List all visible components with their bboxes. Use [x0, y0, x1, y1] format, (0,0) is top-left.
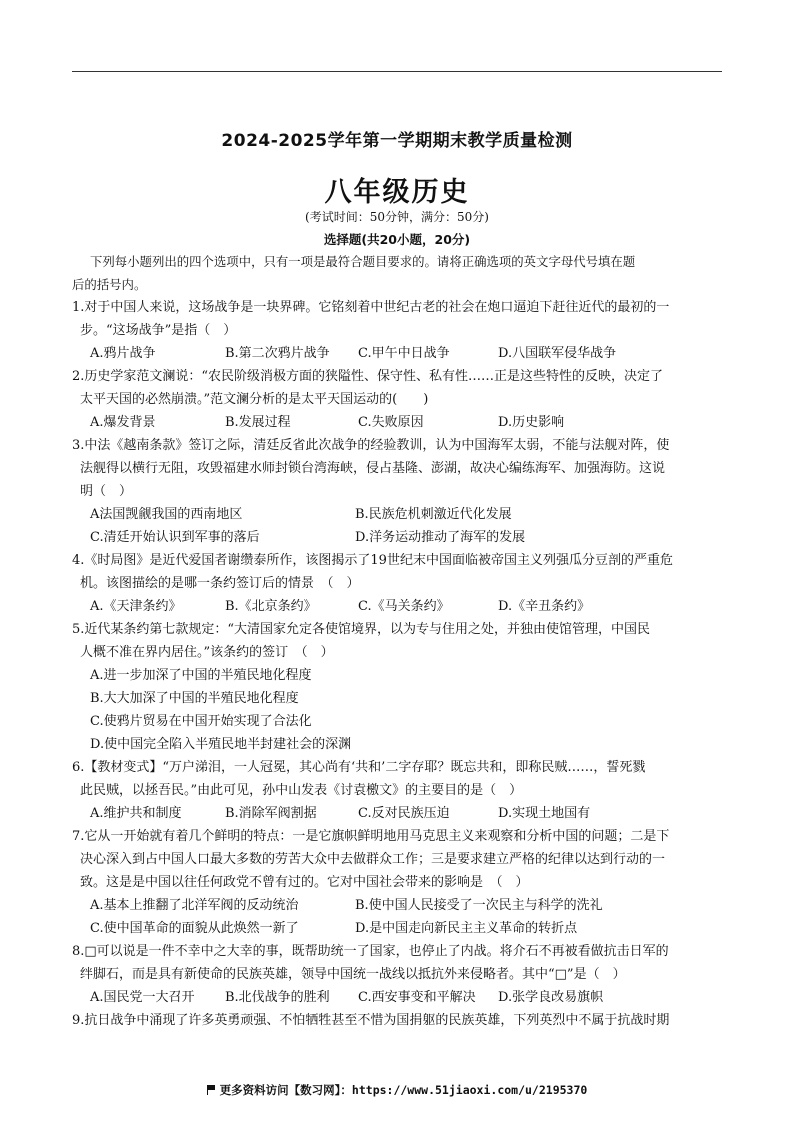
instruction-line: 下列每小题列出的四个选项中，只有一项是最符合题目要求的。请将正确选项的英文字母代号填在题 — [90, 254, 636, 269]
question-text-line: 法舰得以横行无阻，攻毁福建水师封锁台湾海峡，侵占基隆、澎湖，故决心编练海军、加强海防。这说 — [80, 461, 666, 476]
answer-option[interactable]: D.《辛丑条约》 — [498, 599, 591, 614]
option-row — [72, 687, 722, 710]
answer-option[interactable]: D.历史影响 — [498, 415, 565, 430]
question-text-line: 9.抗日战争中涌现了许多英勇顽强、不怕牺牲甚至不惜为国捐躯的民族英雄，下列英烈中不属于抗战时期 — [72, 1013, 670, 1028]
option-row — [72, 894, 722, 917]
answer-option[interactable]: C.失败原因 — [358, 415, 424, 430]
answer-option[interactable]: C.甲午中日战争 — [358, 346, 450, 361]
question-text-line: 决心深入到占中国人口最大多数的劳苦大众中去做群众工作；三是要求建立严格的纪律以达到行动的一 — [80, 852, 666, 867]
footer-link[interactable] — [0, 1082, 794, 1098]
question-4 — [72, 549, 722, 618]
option-row — [72, 986, 722, 1009]
question-text-line: 2.历史学家范文澜说：“农民阶级消极方面的狭隘性、保守性、私有性……正是这些特性的反映，决定了 — [72, 369, 664, 384]
answer-option[interactable]: D.洋务运动推动了海军的发展 — [355, 530, 526, 545]
question-6 — [72, 756, 722, 825]
question-text-line: 8.□可以说是一件不幸中之大幸的事，既帮助统一了国家，也停止了内战。将介石不再被看做抗击日军的 — [72, 944, 669, 959]
question-7 — [72, 825, 722, 940]
answer-option[interactable]: D.八国联军侵华战争 — [498, 346, 617, 361]
answer-option[interactable]: A法国觊觎我国的西南地区 — [90, 507, 243, 522]
question-text-line: 绊脚石，而是具有新使命的民族英雄，领导中国统一战线以抵抗外来侵略者。其中“□”是（ ） — [80, 967, 626, 982]
answer-option[interactable]: D.实现土地国有 — [498, 806, 591, 821]
question-text-line: 1.对于中国人来说，这场战争是一块界碑。它铭刻着中世纪古老的社会在炮口逼迫下赶往近代的最初的一 — [72, 300, 670, 315]
question-text-line: 此民贼，以拯吾民。”由此可见，孙中山发表《讨袁檄文》的主要目的是（ ） — [80, 783, 523, 798]
answer-option[interactable]: B.第二次鸦片战争 — [225, 346, 330, 361]
option-row — [72, 664, 722, 687]
question-1 — [72, 296, 722, 365]
answer-option[interactable]: B.发展过程 — [225, 415, 291, 430]
question-2 — [72, 365, 722, 434]
option-row — [72, 917, 722, 940]
answer-option[interactable]: C.使鸦片贸易在中国开始实现了合法化 — [90, 714, 312, 729]
answer-option[interactable]: C.使中国革命的面貌从此焕然一新了 — [90, 921, 299, 936]
option-row — [72, 503, 722, 526]
question-text-line: 太平天国的必然崩溃。”范文澜分析的是太平天国运动的( ) — [80, 392, 429, 407]
answer-option[interactable]: A.鸦片战争 — [90, 346, 156, 361]
question-text-line: 步。“这场战争”是指（ ） — [80, 323, 237, 338]
subject-title: 八年级历史 — [324, 177, 470, 208]
answer-option[interactable]: C.反对民族压迫 — [358, 806, 450, 821]
option-row — [72, 526, 722, 549]
questions-container — [72, 296, 722, 1032]
answer-option[interactable]: B.北伐战争的胜利 — [225, 990, 330, 1005]
answer-option[interactable]: B.《北京条约》 — [225, 599, 317, 614]
instruction-line: 后的括号内。 — [72, 277, 147, 292]
question-text-line: 5.近代某条约第七款规定：“大清国家允定各使馆境界，以为专与住用之处，并独由使馆管理，中国民 — [72, 622, 651, 637]
flag-icon — [207, 1085, 216, 1095]
question-text-line: 6.【教材变式】“万户涕泪，一人冠冕，其心尚有‘共和’二字存耶？既忘共和，即称民贼……，誓死戮 — [72, 760, 646, 775]
answer-option[interactable]: A.基本上推翻了北洋军阀的反动统治 — [90, 898, 299, 913]
answer-option[interactable]: D.使中国完全陷入半殖民地半封建社会的深渊 — [90, 737, 352, 752]
option-row — [72, 595, 722, 618]
question-text-line: 7.它从一开始就有着几个鲜明的特点：一是它旗帜鲜明地用马克思主义来观察和分析中国的问题；二是下 — [72, 829, 670, 844]
option-row — [72, 342, 722, 365]
answer-option[interactable]: C.清廷开始认识到军事的落后 — [90, 530, 260, 545]
question-text-line: 明（ ） — [80, 484, 133, 499]
answer-option[interactable]: B.消除军阀割据 — [225, 806, 317, 821]
answer-option[interactable]: A.爆发背景 — [90, 415, 156, 430]
section-title: 选择题(共20小题，20分) — [323, 232, 471, 247]
answer-option[interactable]: D.张学良改易旗帜 — [498, 990, 604, 1005]
option-row — [72, 802, 722, 825]
question-list — [72, 250, 722, 1032]
answer-option[interactable]: A.《天津条约》 — [90, 599, 182, 614]
question-text-line: 致。这是是中国以往任何政党不曾有过的。它对中国社会带来的影响是 （ ） — [80, 875, 529, 890]
option-row — [72, 710, 722, 733]
footer-text: 更多资料访问【数习网】：https://www.51jiaoxi.com/u/2195370 — [219, 1083, 588, 1097]
question-text-line: 4.《时局图》是近代爱国者谢缵泰所作，该图揭示了19世纪末中国面临被帝国主义列强瓜分豆剖的严重危 — [72, 553, 673, 568]
question-8 — [72, 940, 722, 1009]
question-text-line: 机。该图描绘的是哪一条约签订后的情景 （ ） — [80, 576, 360, 591]
question-text-line: 人概不准在界内居住。”该条约的签订 （ ） — [80, 645, 334, 660]
answer-option[interactable]: D.是中国走向新民主主义革命的转折点 — [355, 921, 578, 936]
option-row — [72, 411, 722, 434]
question-5 — [72, 618, 722, 756]
question-9 — [72, 1009, 722, 1032]
answer-option[interactable]: A.维护共和制度 — [90, 806, 182, 821]
answer-option[interactable]: A.进一步加深了中国的半殖民地化程度 — [90, 668, 312, 683]
top-rule — [72, 71, 722, 72]
question-3 — [72, 434, 722, 549]
exam-title: 2024-2025学年第一学期期末教学质量检测 — [221, 131, 573, 151]
option-row — [72, 733, 722, 756]
answer-option[interactable]: B.使中国人民接受了一次民主与科学的洗礼 — [355, 898, 603, 913]
answer-option[interactable]: B.民族危机刺激近代化发展 — [355, 507, 512, 522]
answer-option[interactable]: C.《马关条约》 — [358, 599, 450, 614]
answer-option[interactable]: B.大大加深了中国的半殖民地化程度 — [90, 691, 299, 706]
answer-option[interactable]: C.西安事变和平解决 — [358, 990, 476, 1005]
answer-option[interactable]: A.国民党一大召开 — [90, 990, 195, 1005]
exam-info: (考试时间：50分钟，满分：50分) — [305, 210, 489, 224]
question-text-line: 3.中法《越南条款》签订之际，清廷反省此次战争的经验教训，认为中国海军太弱，不能与法舰对阵，使 — [72, 438, 670, 453]
